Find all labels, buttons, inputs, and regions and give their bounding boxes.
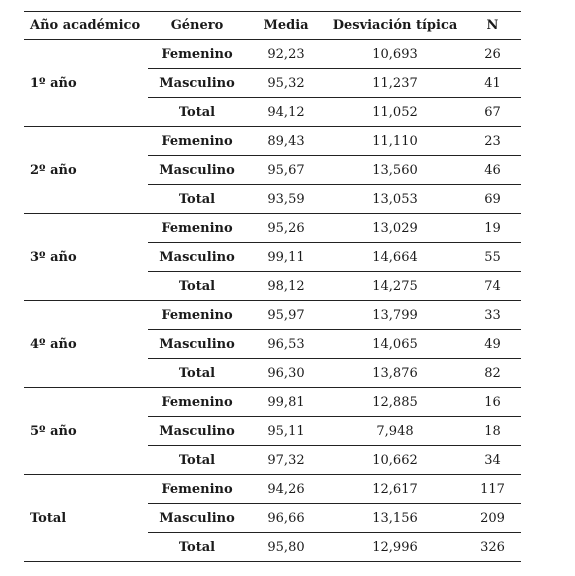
std-dev-value: 14,065 bbox=[326, 330, 464, 359]
table-row bbox=[24, 40, 521, 69]
std-dev-value: 7,948 bbox=[326, 417, 464, 446]
std-dev-value: 11,110 bbox=[326, 127, 464, 156]
table-row bbox=[24, 214, 521, 243]
gender-total-label: Total bbox=[148, 359, 246, 388]
gender-female-label: Femenino bbox=[148, 388, 246, 417]
header-row bbox=[24, 12, 521, 40]
gender-total-label: Total bbox=[148, 185, 246, 214]
header-gender: Género bbox=[148, 12, 246, 40]
std-dev-value: 13,876 bbox=[326, 359, 464, 388]
std-dev-value: 10,693 bbox=[326, 40, 464, 69]
gender-female-label: Femenino bbox=[148, 127, 246, 156]
std-dev-value: 11,052 bbox=[326, 98, 464, 127]
gender-female-label: Femenino bbox=[148, 40, 246, 69]
mean-value: 99,81 bbox=[246, 388, 326, 417]
year-label: 1º año bbox=[24, 40, 148, 127]
mean-value: 93,59 bbox=[246, 185, 326, 214]
gender-female-label: Femenino bbox=[148, 301, 246, 330]
std-dev-value: 11,237 bbox=[326, 69, 464, 98]
n-value: 18 bbox=[464, 417, 521, 446]
mean-value: 99,11 bbox=[246, 243, 326, 272]
gender-male-label: Masculino bbox=[148, 417, 246, 446]
std-dev-value: 12,996 bbox=[326, 533, 464, 562]
mean-value: 95,80 bbox=[246, 533, 326, 562]
gender-female-label: Femenino bbox=[148, 475, 246, 504]
header-academic-year: Año académico bbox=[24, 12, 148, 40]
gender-male-label: Masculino bbox=[148, 69, 246, 98]
n-value: 49 bbox=[464, 330, 521, 359]
n-value: 67 bbox=[464, 98, 521, 127]
mean-value: 89,43 bbox=[246, 127, 326, 156]
n-value: 41 bbox=[464, 69, 521, 98]
mean-value: 95,26 bbox=[246, 214, 326, 243]
mean-value: 94,12 bbox=[246, 98, 326, 127]
std-dev-value: 13,029 bbox=[326, 214, 464, 243]
n-value: 46 bbox=[464, 156, 521, 185]
gender-male-label: Masculino bbox=[148, 504, 246, 533]
std-dev-value: 13,156 bbox=[326, 504, 464, 533]
mean-value: 96,66 bbox=[246, 504, 326, 533]
n-value: 33 bbox=[464, 301, 521, 330]
n-value: 55 bbox=[464, 243, 521, 272]
mean-value: 98,12 bbox=[246, 272, 326, 301]
std-dev-value: 10,662 bbox=[326, 446, 464, 475]
std-dev-value: 13,560 bbox=[326, 156, 464, 185]
n-value: 82 bbox=[464, 359, 521, 388]
n-value: 69 bbox=[464, 185, 521, 214]
year-label: 4º año bbox=[24, 301, 148, 388]
std-dev-value: 13,053 bbox=[326, 185, 464, 214]
gender-total-label: Total bbox=[148, 446, 246, 475]
table-header bbox=[24, 12, 521, 40]
std-dev-value: 14,664 bbox=[326, 243, 464, 272]
header-n: N bbox=[464, 12, 521, 40]
year-label: 5º año bbox=[24, 388, 148, 475]
n-value: 34 bbox=[464, 446, 521, 475]
std-dev-value: 14,275 bbox=[326, 272, 464, 301]
std-dev-value: 12,885 bbox=[326, 388, 464, 417]
header-mean: Media bbox=[246, 12, 326, 40]
n-value: 326 bbox=[464, 533, 521, 562]
year-label: Total bbox=[24, 475, 148, 562]
table-row bbox=[24, 388, 521, 417]
n-value: 26 bbox=[464, 40, 521, 69]
gender-total-label: Total bbox=[148, 272, 246, 301]
n-value: 209 bbox=[464, 504, 521, 533]
table-row bbox=[24, 127, 521, 156]
gender-female-label: Femenino bbox=[148, 214, 246, 243]
mean-value: 96,30 bbox=[246, 359, 326, 388]
gender-total-label: Total bbox=[148, 533, 246, 562]
n-value: 19 bbox=[464, 214, 521, 243]
mean-value: 94,26 bbox=[246, 475, 326, 504]
std-dev-value: 12,617 bbox=[326, 475, 464, 504]
table-row bbox=[24, 475, 521, 504]
table-body bbox=[24, 40, 521, 562]
year-label: 3º año bbox=[24, 214, 148, 301]
gender-male-label: Masculino bbox=[148, 243, 246, 272]
std-dev-value: 13,799 bbox=[326, 301, 464, 330]
mean-value: 97,32 bbox=[246, 446, 326, 475]
gender-total-label: Total bbox=[148, 98, 246, 127]
mean-value: 95,97 bbox=[246, 301, 326, 330]
gender-male-label: Masculino bbox=[148, 156, 246, 185]
n-value: 117 bbox=[464, 475, 521, 504]
statistics-table bbox=[24, 11, 521, 562]
mean-value: 95,11 bbox=[246, 417, 326, 446]
gender-male-label: Masculino bbox=[148, 330, 246, 359]
n-value: 74 bbox=[464, 272, 521, 301]
header-std-dev: Desviación típica bbox=[326, 12, 464, 40]
mean-value: 92,23 bbox=[246, 40, 326, 69]
n-value: 16 bbox=[464, 388, 521, 417]
table-row bbox=[24, 301, 521, 330]
n-value: 23 bbox=[464, 127, 521, 156]
mean-value: 96,53 bbox=[246, 330, 326, 359]
year-label: 2º año bbox=[24, 127, 148, 214]
mean-value: 95,67 bbox=[246, 156, 326, 185]
mean-value: 95,32 bbox=[246, 69, 326, 98]
